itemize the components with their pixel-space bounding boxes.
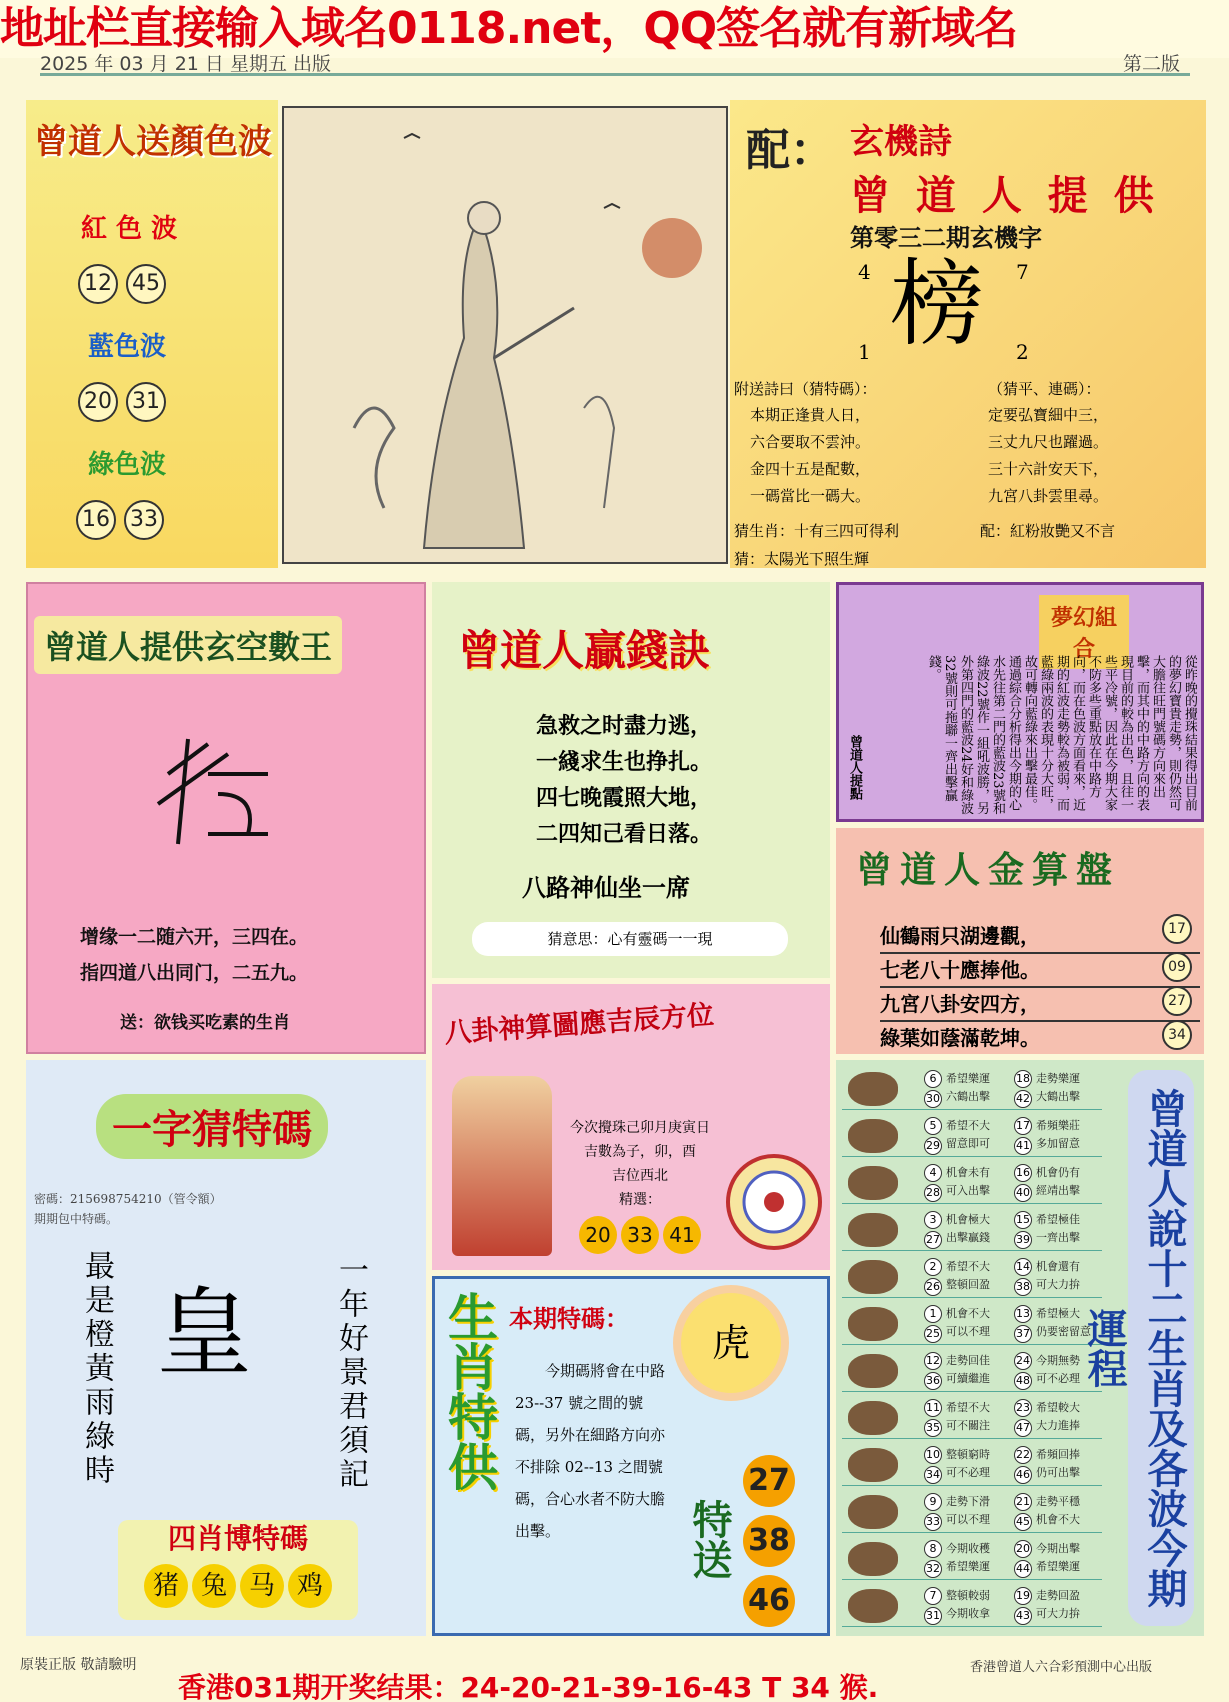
xuanji-title: 玄機詩: [850, 122, 952, 162]
green-number: 33: [124, 500, 164, 540]
zodiac-row: [842, 1068, 1102, 1110]
special-number: 46: [743, 1575, 795, 1627]
footer-right: 香港曾道人六合彩預測中心出版: [970, 1660, 1153, 1675]
color-wave-title: 曾道人送顏色波: [34, 122, 272, 162]
zodiac-text: 可不必理: [946, 1466, 990, 1479]
xuanji-poem-panel: [730, 100, 1206, 568]
zodiac-text: 机會未有: [946, 1166, 990, 1179]
footer-left: 原裝正版 敬請驗明: [20, 1657, 137, 1673]
zodiac-number: 48: [1014, 1372, 1032, 1390]
zodiac-text: 走勢樂運: [1036, 1072, 1080, 1085]
blue-number: 20: [78, 382, 118, 422]
zodiac-number: 5: [924, 1117, 942, 1135]
special-number: 27: [743, 1455, 795, 1507]
zodiac-text: 机會還有: [1036, 1260, 1080, 1273]
zodiac-row: [842, 1538, 1102, 1580]
zodiac-text: 大力進捧: [1036, 1419, 1080, 1432]
xuankong-line1: 增缘一二随六开，三四在。: [80, 926, 309, 948]
zodiac-number: 1: [924, 1305, 942, 1323]
zodiac-text: 大鶴出擊: [1036, 1090, 1080, 1103]
jinsuanpan-row: [880, 1022, 1200, 1054]
jinsuanpan-num: 27: [1162, 986, 1192, 1016]
zodiac-row: [842, 1350, 1102, 1392]
jinsuanpan-text: 仙鶴雨只湖邊觀，: [880, 924, 1040, 948]
issue-date: 2025 年 03 月 21 日 星期五 出版: [40, 53, 331, 75]
zodiac-number: 47: [1014, 1419, 1032, 1437]
yizi-panel: [26, 1060, 426, 1636]
xuankong-line3: 送：欲钱买吃素的生肖: [120, 1013, 290, 1033]
pei-line: 配：紅粉妝艷又不言: [980, 522, 1116, 540]
zodiac-number: 39: [1014, 1231, 1032, 1249]
yizi-password2: 期期包中特碼。: [34, 1212, 119, 1226]
twelve-title: 曾道人說十二生肖及各波今期運程: [1128, 1070, 1194, 1626]
zodiac-row: [842, 1256, 1102, 1298]
zodiac-number: 15: [1014, 1211, 1032, 1229]
zodiac-animal-icon: [848, 1448, 898, 1482]
menghuan-text: 從昨晚的攪珠結果得出目前的夢幻寶貴走勢，則仍然可大膽往旺門號碼方向來出擊，而其中的中路方向的表現目前的較為出色，且往一些平冷號，因此在今期大家不防多些重點放在中路方向，而在色波方面看來，近期的紅波走勢較為被弱，而藍綠兩波的表現十分大旺，故可轉向藍綠來出擊最佳。通過綜合分析得出今期的心水先往第二門的藍波23號和綠波22號作一組吼波勝，另外第四門的藍波24好和綠波32號則可拖聯一齊出擊贏錢。: [926, 655, 1197, 815]
zodiac-number: 30: [924, 1090, 942, 1108]
xuanji-subtitle: 第零三二期玄機字: [850, 224, 1042, 252]
green-wave-label: 綠色波: [88, 450, 167, 480]
poem-line: 定要弘寶細中三，: [988, 406, 1109, 424]
green-number: 16: [76, 500, 116, 540]
xuankong-line2: 指四道八出同门，二五九。: [80, 962, 309, 984]
blue-wave-numbers: [78, 382, 174, 422]
special-number: 38: [743, 1515, 795, 1567]
jinsuanpan-title: 曾道人金算盤: [856, 850, 1121, 891]
menghuan-title: 夢幻組合: [1039, 595, 1129, 669]
zodiac-text: 可續繼進: [946, 1372, 990, 1385]
zodiac-text: 一齊出擊: [1036, 1231, 1080, 1244]
xuanji-char: 榜: [890, 250, 985, 359]
bagua-panel: [432, 984, 830, 1270]
zodiac-text: 今期無勢: [1036, 1354, 1080, 1367]
bagua-l3: 吉位西北: [612, 1168, 668, 1184]
poem-line: 三十六計安天下，: [988, 460, 1109, 478]
calligraphy-glyph: [148, 734, 288, 854]
jinsuanpan-lines: [880, 920, 1200, 1054]
hint-label: 猜意思：: [547, 930, 608, 948]
zodiac-text: 希望不大: [946, 1401, 990, 1414]
yizi-char: 皇: [156, 1277, 252, 1389]
jinsuanpan-text: 九宮八卦安四方，: [880, 992, 1040, 1016]
jinsuanpan-panel: [836, 828, 1204, 1054]
jinsuanpan-num: 09: [1162, 952, 1192, 982]
zodiac-text: 整頓窮時: [946, 1448, 990, 1461]
yingqian-title: 曾道人贏錢訣: [458, 626, 711, 675]
sixiao-box: [118, 1520, 358, 1620]
zodiac-text: 机會極大: [946, 1213, 990, 1226]
zodiac-number: 40: [1014, 1184, 1032, 1202]
sixiao-item: 猪: [144, 1564, 188, 1608]
zodiac-animal-icon: [848, 1401, 898, 1435]
zodiac-animal-icon: [848, 1542, 898, 1576]
zodiac-text: 希望極佳: [1036, 1213, 1080, 1226]
zodiac-number: 31: [924, 1607, 942, 1625]
zodiac-text: 今期出擊: [1036, 1542, 1080, 1555]
shengxiao-numbers: [743, 1455, 827, 1627]
sixiao-item: 兔: [192, 1564, 236, 1608]
bagua-numbers: [550, 1216, 730, 1254]
zodiac-text: 今期收穫: [946, 1542, 990, 1555]
zodiac-text: 仍要密留意: [1036, 1325, 1091, 1338]
zodiac-number: 24: [1014, 1352, 1032, 1370]
zodiac-row: [842, 1303, 1102, 1345]
sixiao-item: 马: [240, 1564, 284, 1608]
zodiac-number: 36: [924, 1372, 942, 1390]
bagua-l2: 吉數為子，卯，酉: [584, 1144, 696, 1160]
zodiac-text: 机會仍有: [1036, 1166, 1080, 1179]
shengxiao-panel: [432, 1276, 830, 1636]
yizi-title: 一字猜特碼: [96, 1094, 328, 1159]
zodiac-number: 11: [924, 1399, 942, 1417]
zodiac-row: [842, 1397, 1102, 1439]
zodiac-row: [842, 1585, 1102, 1627]
blue-number: 31: [126, 382, 166, 422]
yingqian-line: 急救之时盡力逃，: [536, 713, 713, 739]
bagua-l1: 今次攪珠己卯月庚寅日: [570, 1120, 710, 1136]
jinsuanpan-num: 34: [1162, 1020, 1192, 1050]
poem-left: [750, 402, 870, 510]
zodiac-text: 六鶴出擊: [946, 1090, 990, 1103]
zodiac-number: 35: [924, 1419, 942, 1437]
zodiac-text: 整頓回盈: [946, 1278, 990, 1291]
zodiac-number: 21: [1014, 1493, 1032, 1511]
guess-zodiac: 猜生肖：十有三四可得利: [734, 522, 900, 540]
zodiac-number: 6: [924, 1070, 942, 1088]
xuankong-panel: [26, 582, 426, 1054]
jinsuanpan-row: [880, 988, 1200, 1022]
xuanji-provider: 曾 道 人 提 供: [850, 173, 1160, 219]
zodiac-number: 9: [924, 1493, 942, 1511]
xuanji-n1: 1: [858, 340, 871, 364]
zodiac-text: 走勢下滑: [946, 1495, 990, 1508]
sixiao-item: 鸡: [288, 1564, 332, 1608]
zodiac-text: 今期收拿: [946, 1607, 990, 1620]
zodiac-number: 7: [924, 1587, 942, 1605]
zodiac-row: [842, 1115, 1102, 1157]
zodiac-animal-icon: [848, 1213, 898, 1247]
xuanji-prefix: 配：: [746, 125, 834, 176]
zodiac-number: 4: [924, 1164, 942, 1182]
xuanji-n2: 2: [1016, 340, 1029, 364]
zodiac-text: 机會不大: [946, 1307, 990, 1320]
green-wave-numbers: [76, 500, 172, 540]
yizi-right-verse: 一年好景君須記: [333, 1254, 368, 1492]
shengxiao-text: 今期碼將會在中路 23--37 號之間的號碼，另外在細路方向亦不排除 02--13 之間號碼，合心水者不防大膽出擊。: [515, 1362, 666, 1540]
zodiac-row: [842, 1491, 1102, 1533]
zodiac-number: 18: [1014, 1070, 1032, 1088]
jinsuanpan-text: 綠葉如蔭滿乾坤。: [880, 1026, 1040, 1050]
zodiac-number: 41: [1014, 1137, 1032, 1155]
zodiac-row: [842, 1162, 1102, 1204]
poem-line: 一碼當比一碼大。: [750, 487, 871, 505]
shengxiao-title: 生肖特供: [440, 1291, 499, 1491]
zodiac-animal-icon: [848, 1260, 898, 1294]
bagua-info: [550, 1116, 730, 1254]
zodiac-text: 可大力拚: [1036, 1278, 1080, 1291]
zodiac-text: 仍可出擊: [1036, 1466, 1080, 1479]
zodiac-text: 走勢平穩: [1036, 1495, 1080, 1508]
zodiac-text: 走勢回佳: [946, 1354, 990, 1367]
zodiac-text: 可不關注: [946, 1419, 990, 1432]
zodiac-animal-icon: [848, 1354, 898, 1388]
zodiac-number: 20: [1014, 1540, 1032, 1558]
zodiac-text: 希頻回捧: [1036, 1448, 1080, 1461]
bagua-title: 八卦神算圖應吉辰方位: [443, 999, 715, 1050]
zodiac-row: [842, 1444, 1102, 1486]
zodiac-text: 希望不大: [946, 1119, 990, 1132]
zodiac-number: 33: [924, 1513, 942, 1531]
shengxiao-song: 特送: [686, 1499, 733, 1579]
yizi-left-verse: 最是橙黃雨綠時: [79, 1250, 114, 1488]
red-wave-numbers: [78, 264, 174, 304]
jinsuanpan-num: 17: [1162, 914, 1192, 944]
poem-line: 金四十五是配數，: [750, 460, 871, 478]
zodiac-number: 23: [1014, 1399, 1032, 1417]
zodiac-text: 整頓較弱: [946, 1589, 990, 1602]
zodiac-animal-icon: [848, 1307, 898, 1341]
jinsuanpan-row: [880, 954, 1200, 988]
edition-label: 第二版: [1122, 53, 1180, 75]
zodiac-text: 可以不理: [946, 1325, 990, 1338]
footer-result: 香港031期开奖结果：24-20-21-39-16-43 T 34 猴.: [178, 1671, 879, 1702]
zodiac-number: 46: [1014, 1466, 1032, 1484]
zodiac-number: 13: [1014, 1305, 1032, 1323]
red-number: 12: [78, 264, 118, 304]
zodiac-animal-icon: [848, 1495, 898, 1529]
poem-right-heading: （猜平、連碼）：: [988, 380, 1101, 398]
bagua-compass: [724, 1152, 824, 1252]
zodiac-number: 25: [924, 1325, 942, 1343]
zodiac-text: 希望極大: [1036, 1307, 1080, 1320]
zodiac-animal-icon: [848, 1589, 898, 1623]
zodiac-number: 3: [924, 1211, 942, 1229]
zodiac-number: 10: [924, 1446, 942, 1464]
zodiac-number: 2: [924, 1258, 942, 1276]
zodiac-number: 27: [924, 1231, 942, 1249]
red-wave-label: 紅 色 波: [81, 214, 178, 244]
scholar-illustration: [282, 106, 728, 564]
poem-line: 六合要取不雲沖。: [750, 433, 871, 451]
zodiac-text: 出擊贏錢: [946, 1231, 990, 1244]
zodiac-number: 42: [1014, 1090, 1032, 1108]
zodiac-number: 28: [924, 1184, 942, 1202]
color-wave-panel: [26, 100, 278, 568]
zodiac-row: [842, 1209, 1102, 1251]
zodiac-number: 22: [1014, 1446, 1032, 1464]
zodiac-text: 可以不理: [946, 1513, 990, 1526]
zodiac-text: 希望不大: [946, 1260, 990, 1273]
menghuan-panel: [836, 582, 1204, 822]
blue-wave-label: 藍色波: [88, 332, 167, 362]
zodiac-number: 8: [924, 1540, 942, 1558]
zodiac-text: 希望較大: [1036, 1401, 1080, 1414]
yingqian-line: 二四知己看日落。: [536, 821, 713, 847]
poem-line: 九宮八卦雲里尋。: [988, 487, 1109, 505]
zodiac-text: 机會不大: [1036, 1513, 1080, 1526]
zodiac-number: 26: [924, 1278, 942, 1296]
zodiac-number: 38: [1014, 1278, 1032, 1296]
poem-line: 三丈九尺也躍過。: [988, 433, 1109, 451]
hint-text: 心有靈碼一一現: [607, 930, 713, 948]
yingqian-line: 四七晚霞照大地，: [536, 785, 713, 811]
zodiac-text: 希望樂運: [946, 1072, 990, 1085]
zodiac-number: 17: [1014, 1117, 1032, 1135]
zodiac-number: 29: [924, 1137, 942, 1155]
zodiac-number: 19: [1014, 1587, 1032, 1605]
zodiac-number: 34: [924, 1466, 942, 1484]
zodiac-text: 希望樂運: [1036, 1560, 1080, 1573]
zodiac-number: 37: [1014, 1325, 1032, 1343]
bagua-number: 20: [579, 1216, 617, 1254]
zodiac-number: 45: [1014, 1513, 1032, 1531]
twelve-zodiac-panel: [836, 1060, 1204, 1636]
xuanji-n7: 7: [1016, 260, 1029, 284]
archer-figure: [452, 1076, 552, 1256]
sixiao-title: 四肖博特碼: [167, 1522, 308, 1555]
flower-badge: 虎: [681, 1293, 781, 1393]
bagua-number: 33: [621, 1216, 659, 1254]
yizi-password: 密碼：215698754210（管令額）: [34, 1192, 222, 1206]
red-number: 45: [126, 264, 166, 304]
zodiac-text: 經靖出擊: [1036, 1184, 1080, 1197]
scholar-drawing: [284, 108, 726, 562]
yingqian-extra: 八路神仙坐一席: [522, 874, 690, 902]
zodiac-text: 留意即可: [946, 1137, 990, 1150]
zodiac-text: 可大力拚: [1036, 1607, 1080, 1620]
zodiac-animal-icon: [848, 1119, 898, 1153]
xuanji-n4: 4: [858, 260, 871, 284]
zodiac-number: 12: [924, 1352, 942, 1370]
zodiac-text: 走勢回盈: [1036, 1589, 1080, 1602]
yingqian-poem: [536, 708, 712, 852]
menghuan-sign: 曾道人提點: [847, 735, 862, 800]
issue-header: [40, 52, 1190, 76]
zodiac-animal-icon: [848, 1166, 898, 1200]
poem-line: 本期正逢貴人日，: [750, 406, 871, 424]
top-banner: 地址栏直接输入域名0118.net，QQ签名就有新域名: [0, 0, 1229, 58]
yingqian-panel: [432, 582, 830, 978]
zodiac-number: 43: [1014, 1607, 1032, 1625]
poem-right: [988, 402, 1108, 510]
jinsuanpan-row: [880, 920, 1200, 954]
bagua-l4: 精選：: [619, 1192, 661, 1208]
yingqian-line: 一綫求生也挣扎。: [536, 749, 713, 775]
zodiac-text: 可入出擊: [946, 1184, 990, 1197]
zodiac-animal-icon: [848, 1072, 898, 1106]
xuankong-title: 曾道人提供玄空數王: [34, 616, 342, 674]
jinsuanpan-text: 七老八十應捧他。: [880, 958, 1040, 982]
shengxiao-head: 本期特碼：: [509, 1305, 629, 1333]
guess-line: 猜：太陽光下照生輝: [734, 550, 870, 568]
zodiac-number: 14: [1014, 1258, 1032, 1276]
zodiac-number: 16: [1014, 1164, 1032, 1182]
bagua-number: 41: [663, 1216, 701, 1254]
zodiac-number: 44: [1014, 1560, 1032, 1578]
zodiac-text: 希望樂運: [946, 1560, 990, 1573]
zodiac-number: 32: [924, 1560, 942, 1578]
zodiac-text: 可不必理: [1036, 1372, 1080, 1385]
yingqian-hint-box: [472, 922, 788, 956]
sixiao-list: [118, 1564, 358, 1608]
zodiac-text: 希頻樂莊: [1036, 1119, 1080, 1132]
poem-left-heading: 附送詩曰（猜特碼）：: [734, 380, 877, 398]
zodiac-text: 多加留意: [1036, 1137, 1080, 1150]
